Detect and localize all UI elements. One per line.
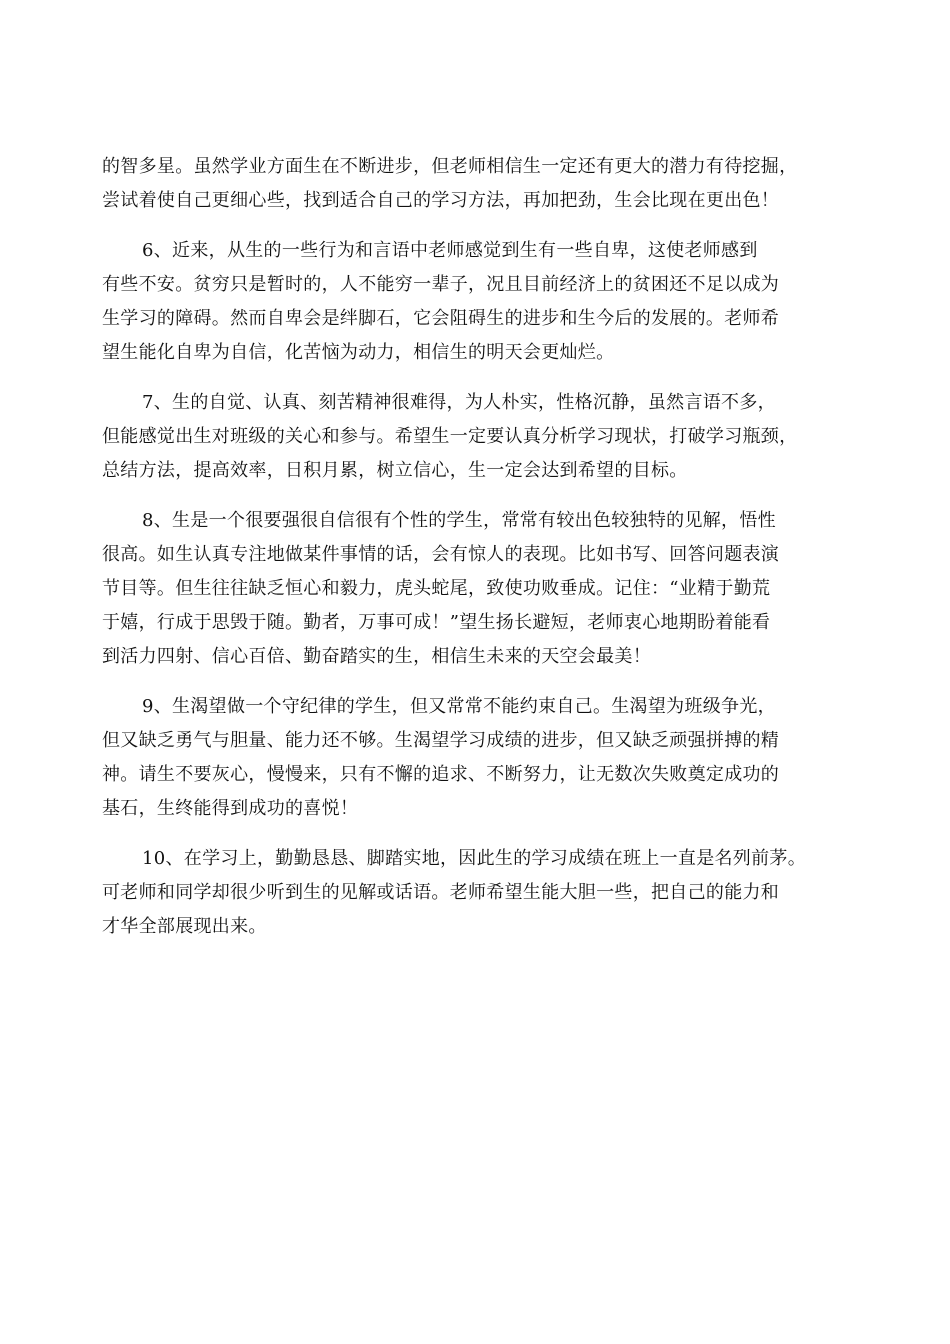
text-line: 7、生的自觉、认真、刻苦精神很难得，为人朴实，性格沉静，虽然言语不多， bbox=[142, 392, 776, 413]
document-body bbox=[102, 150, 872, 960]
paragraph-7 bbox=[102, 386, 872, 488]
text-line: 的智多星。虽然学业方面生在不断进步，但老师相信生一定还有更大的潜力有待挖掘， bbox=[102, 156, 798, 177]
text-line: 9、生渴望做一个守纪律的学生，但又常常不能约束自己。生渴望为班级争光， bbox=[142, 696, 776, 717]
text-line: 神。请生不要灰心，慢慢来，只有不懈的追求、不断努力，让无数次失败奠定成功的 bbox=[102, 764, 780, 785]
paragraph-6 bbox=[102, 234, 872, 370]
text-line: 8、生是一个很要强很自信很有个性的学生，常常有较出色较独特的见解，悟性 bbox=[142, 510, 776, 531]
text-line: 才华全部展现出来。 bbox=[102, 916, 267, 937]
text-line: 于嬉，行成于思毁于随。勤者，万事可成！”望生扬长避短，老师衷心地期盼着能看 bbox=[102, 612, 771, 633]
text-line: 到活力四射、信心百倍、勤奋踏实的生，相信生未来的天空会最美！ bbox=[102, 646, 651, 667]
text-line: 6、近来，从生的一些行为和言语中老师感觉到生有一些自卑，这使老师感到 bbox=[142, 240, 758, 261]
text-line: 尝试着使自己更细心些，找到适合自己的学习方法，再加把劲，生会比现在更出色！ bbox=[102, 190, 780, 211]
text-line: 但又缺乏勇气与胆量、能力还不够。生渴望学习成绩的进步，但又缺乏顽强拼搏的精 bbox=[102, 730, 780, 751]
text-line: 基石，生终能得到成功的喜悦！ bbox=[102, 798, 359, 819]
text-line: 很高。如生认真专注地做某件事情的话，会有惊人的表现。比如书写、回答问题表演 bbox=[102, 544, 780, 565]
text-line: 生学习的障碍。然而自卑会是绊脚石，它会阻碍生的进步和生今后的发展的。老师希 bbox=[102, 308, 780, 329]
text-line: 节目等。但生往往缺乏恒心和毅力，虎头蛇尾，致使功败垂成。记住：“业精于勤荒 bbox=[102, 578, 771, 599]
text-line: 总结方法，提高效率，日积月累，树立信心，生一定会达到希望的目标。 bbox=[102, 460, 688, 481]
text-line: 可老师和同学却很少听到生的见解或话语。老师希望生能大胆一些，把自己的能力和 bbox=[102, 882, 780, 903]
text-line: 10、在学习上，勤勤恳恳、脚踏实地，因此生的学习成绩在班上一直是名列前茅。 bbox=[142, 848, 807, 869]
text-line: 但能感觉出生对班级的关心和参与。希望生一定要认真分析学习现状，打破学习瓶颈， bbox=[102, 426, 798, 447]
paragraph-9 bbox=[102, 690, 872, 826]
text-line: 望生能化自卑为自信，化苦恼为动力，相信生的明天会更灿烂。 bbox=[102, 342, 615, 363]
paragraph-10 bbox=[102, 842, 872, 944]
paragraph-continued bbox=[102, 150, 872, 218]
paragraph-8 bbox=[102, 504, 872, 674]
text-line: 有些不安。贫穷只是暂时的，人不能穷一辈子，况且目前经济上的贫困还不足以成为 bbox=[102, 274, 780, 295]
